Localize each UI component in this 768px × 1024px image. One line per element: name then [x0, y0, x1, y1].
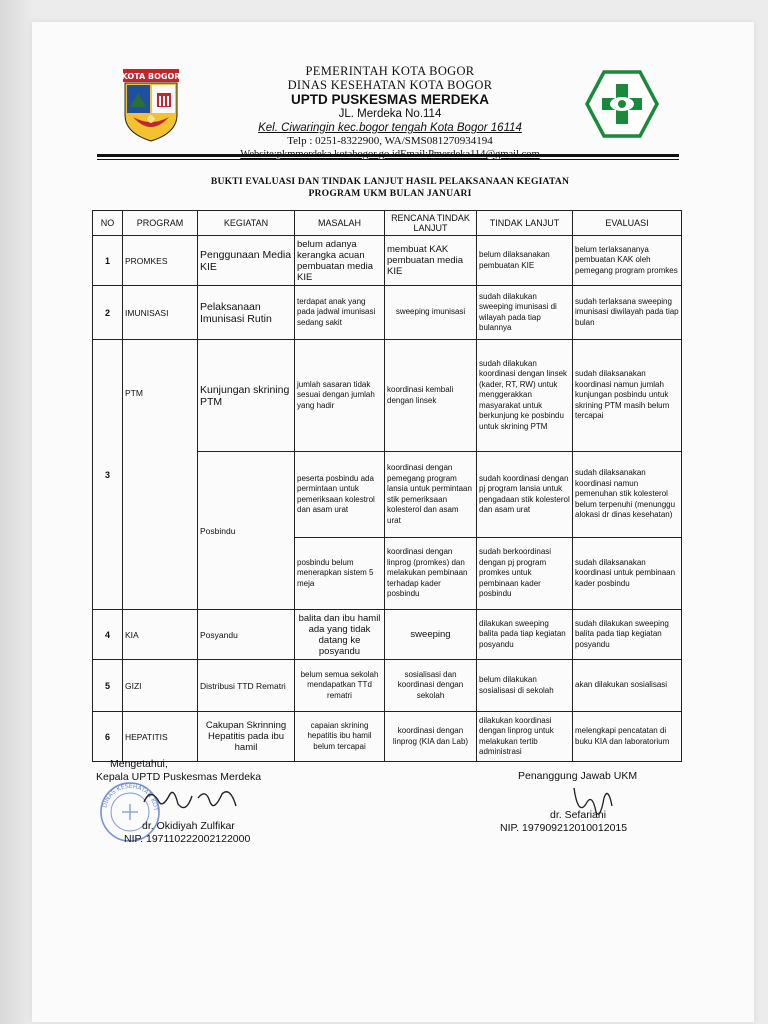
cell-program: GIZI — [123, 660, 198, 712]
cell-program: PTM — [123, 340, 198, 610]
cell-rencana: sosialisasi dan koordinasi dengan sekolah — [385, 660, 477, 712]
letterhead-institution: UPTD PUSKESMAS MERDEKA — [290, 92, 490, 107]
cell-rencana: membuat KAK pembuatan media KIE — [385, 236, 477, 286]
cell-no: 2 — [93, 286, 123, 340]
letterhead-street: JL. Merdeka No.114 — [338, 108, 442, 120]
cell-masalah: terdapat anak yang pada jadwal imunisasi sedang sakit — [295, 286, 385, 340]
cell-program: KIA — [123, 610, 198, 660]
cell-kegiatan: Posyandu — [198, 610, 295, 660]
header-program: PROGRAM — [123, 211, 198, 236]
title-line-1: BUKTI EVALUASI DAN TINDAK LANJUT HASIL PELAKSANAAN KEGIATAN — [210, 176, 570, 187]
cell-tindak-lanjut: dilakukan sweeping balita pada tiap kegiatan posyandu — [477, 610, 573, 660]
cell-masalah: belum adanya kerangka acuan pembuatan media KIE — [295, 236, 385, 286]
evaluation-table — [92, 210, 682, 762]
kota-bogor-logo — [121, 67, 181, 143]
cell-rencana: koordinasi dengan linprog (promkes) dan melakukan pembinaan terhadap kader posbindu — [385, 538, 477, 610]
cell-evaluasi: sudah dilaksanakan koordinasi untuk pembinaan kader posbindu — [573, 538, 682, 610]
cell-tindak-lanjut: sudah berkoordinasi dengan pj program promkes untuk pembinaan kader posbindu — [477, 538, 573, 610]
cell-tindak-lanjut: sudah dilakukan sweeping imunisasi di wilayah pada tiap bulannya — [477, 286, 573, 340]
document-title — [150, 176, 630, 200]
letterhead-phone: Telp : 0251-8322900, WA/SMS081270934194 — [287, 135, 493, 147]
cell-masalah: balita dan ibu hamil ada yang tidak datang ke posyandu — [295, 610, 385, 660]
cell-program: IMUNISASI — [123, 286, 198, 340]
cell-program: PROMKES — [123, 236, 198, 286]
cell-tindak-lanjut: dilakukan koordinasi dengan linprog untuk melakukan tertib administrasi — [477, 712, 573, 762]
table-row — [93, 712, 682, 762]
head-name: dr. Okidiyah Zulfikar — [142, 820, 235, 832]
cell-rencana: sweeping imunisasi — [385, 286, 477, 340]
ukm-responsible-signature — [568, 782, 618, 822]
cell-evaluasi: sudah terlaksana sweeping imunisasi diwilayah pada tiap bulan — [573, 286, 682, 340]
cell-rencana: koordinasi kembali dengan linsek — [385, 340, 477, 452]
table-row — [93, 236, 682, 286]
cell-rencana: koordinasi dengan linprog (KIA dan Lab) — [385, 712, 477, 762]
cell-evaluasi: melengkapi pencatatan di buku KIA dan laboratorium — [573, 712, 682, 762]
cell-kegiatan: Pelaksanaan Imunisasi Rutin — [198, 286, 295, 340]
cell-masalah: peserta posbindu ada permintaan untuk pemeriksaan kolestrol dan asam urat — [295, 452, 385, 538]
scan-edge-shadow — [0, 0, 34, 1024]
svg-text:KOTA BOGOR: KOTA BOGOR — [121, 72, 181, 81]
header-tindak-lanjut: TINDAK LANJUT — [477, 211, 573, 236]
letterhead-agency: DINAS KESEHATAN KOTA BOGOR — [287, 78, 493, 92]
cell-no: 4 — [93, 610, 123, 660]
ukm-responsible-name: dr. Sefariani — [550, 809, 607, 821]
cell-no: 3 — [93, 340, 123, 610]
cell-evaluasi: sudah dilaksanakan koordinasi namun pemenuhan stik kolesterol belum terpenuhi (menunggu alokasi dr dinas kesehatan) — [573, 452, 682, 538]
puskesmas-logo — [585, 70, 659, 138]
cell-tindak-lanjut: sudah dilakukan koordinasi dengan linsek (kader, RT, RW) untuk menggerakkan masyarakat untuk berkunjung ke posbindu untuk skrining PTM — [477, 340, 573, 452]
cell-evaluasi: belum terlaksananya pembuatan KAK oleh pemegang program promkes — [573, 236, 682, 286]
letterhead-government: PEMERINTAH KOTA BOGOR — [305, 64, 475, 78]
cell-rencana: sweeping — [385, 610, 477, 660]
header-evaluasi: EVALUASI — [573, 211, 682, 236]
table-header-row — [93, 211, 682, 236]
header-no: NO — [93, 211, 123, 236]
header-rencana: RENCANA TINDAK LANJUT — [385, 211, 477, 236]
ukm-responsible-title: Penanggung Jawab UKM — [518, 770, 638, 782]
cell-tindak-lanjut: sudah koordinasi dengan pj program lansia untuk pengadaan stik kolesterol dan asam urat — [477, 452, 573, 538]
header-masalah: MASALAH — [295, 211, 385, 236]
cell-masalah: jumlah sasaran tidak sesuai dengan jumlah yang hadir — [295, 340, 385, 452]
title-line-2: PROGRAM UKM BULAN JANUARI — [308, 188, 472, 199]
cell-kegiatan: Cakupan Skrinning Hepatitis pada ibu hamil — [198, 712, 295, 762]
letterhead-divider-thick — [97, 154, 679, 157]
cell-kegiatan: Kunjungan skrining PTM — [198, 340, 295, 452]
cell-rencana: koordinasi dengan pemegang program lansia untuk permintaan stik pemeriksaan kolesterol dan asam urat — [385, 452, 477, 538]
head-nip: NIP. 197110222002122000 — [124, 833, 251, 845]
cell-evaluasi: sudah dilakukan sweeping balita pada tiap kegiatan posyandu — [573, 610, 682, 660]
cell-no: 5 — [93, 660, 123, 712]
table-row — [93, 286, 682, 340]
table-row — [93, 340, 682, 452]
head-signature — [140, 784, 250, 818]
cell-masalah: belum semua sekolah mendapatkan TTd rematri — [295, 660, 385, 712]
head-title: Kepala UPTD Puskesmas Merdeka — [96, 771, 262, 783]
ukm-responsible-nip: NIP. 197909212010012015 — [500, 822, 628, 834]
table-row — [93, 660, 682, 712]
cell-masalah: posbindu belum menerapkan sistem 5 meja — [295, 538, 385, 610]
letterhead-divider-thin — [97, 159, 679, 160]
header-kegiatan: KEGIATAN — [198, 211, 295, 236]
acknowledged-label: Mengetahui, — [110, 758, 168, 770]
cell-evaluasi: akan dilakukan sosialisasi — [573, 660, 682, 712]
cell-evaluasi: sudah dilaksanakan koordinasi namun jumlah kunjungan posbindu untuk skrining PTM masih belum tercapai — [573, 340, 682, 452]
table-row — [93, 610, 682, 660]
svg-text:DINAS KESEHATAN KOTA BOGOR: DINAS KESEHATAN KOT — [101, 782, 159, 811]
cell-kegiatan: Posbindu — [198, 452, 295, 610]
cell-no: 1 — [93, 236, 123, 286]
cell-program: HEPATITIS — [123, 712, 198, 762]
cell-kegiatan: Distribusi TTD Rematri — [198, 660, 295, 712]
cell-masalah: capaian skrining hepatitis ibu hamil belum tercapai — [295, 712, 385, 762]
cell-no: 6 — [93, 712, 123, 762]
cell-tindak-lanjut: belum dilakukan sosialisasi di sekolah — [477, 660, 573, 712]
cell-kegiatan: Penggunaan Media KIE — [198, 236, 295, 286]
cell-tindak-lanjut: belum dilaksanakan pembuatan KIE — [477, 236, 573, 286]
letterhead-district: Kel. Ciwaringin kec.bogor tengah Kota Bogor 16114 — [258, 122, 522, 134]
letterhead — [200, 64, 580, 161]
